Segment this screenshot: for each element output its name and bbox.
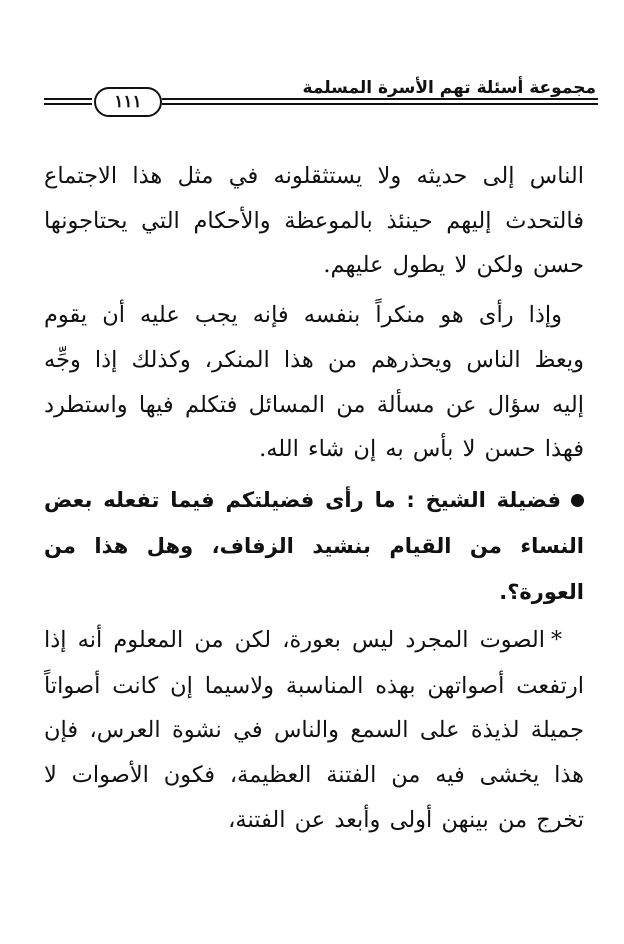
page-number: ١١١ — [94, 87, 162, 117]
answer-block — [44, 618, 584, 843]
header-rule-left — [44, 98, 92, 105]
answer-text: الصوت المجرد ليس بعورة، لكن من المعلوم أنه إذا ارتفعت أصواتهن بهذه المناسبة ولاسيما إن كانت أصواتاً جميلة لذيذة على السمع والناس في نشوة العرس، فإن هذا يخشى فيه من الفتنة العظيمة، فكون الأصوات لا تخرج من بينهن أولى وأبعد عن الفتنة، — [44, 626, 584, 833]
bullet-icon — [571, 494, 584, 507]
answer-marker: * — [551, 627, 562, 653]
page-header — [40, 70, 600, 130]
paragraph-2: وإذا رأى هو منكراً بنفسه فإنه يجب عليه أن يقوم ويعظ الناس ويحذرهم من هذا المنكر، وكذلك إذا وجِّه إليه سؤال عن مسألة من المسائل فتكلم فيها واستطرد فهذا حسن لا بأس به إن شاء الله. — [44, 302, 584, 463]
question-text: فضيلة الشيخ : ما رأى فضيلتكم فيما تفعله بعض النساء من القيام بنشيد الزفاف، وهل هذا من العورة؟. — [44, 487, 584, 604]
header-rule-right — [162, 98, 598, 105]
question-block — [44, 477, 584, 615]
book-title: مجموعة أسئلة تهم الأسرة المسلمة — [302, 78, 596, 98]
page-body — [44, 154, 584, 847]
paragraph-1: الناس إلى حديثه ولا يستثقلونه في مثل هذا الاجتماع فالتحدث إليهم حينئذ بالموعظة والأحكام التي يحتاجونها حسن ولكن لا يطول عليهم. — [44, 163, 584, 279]
